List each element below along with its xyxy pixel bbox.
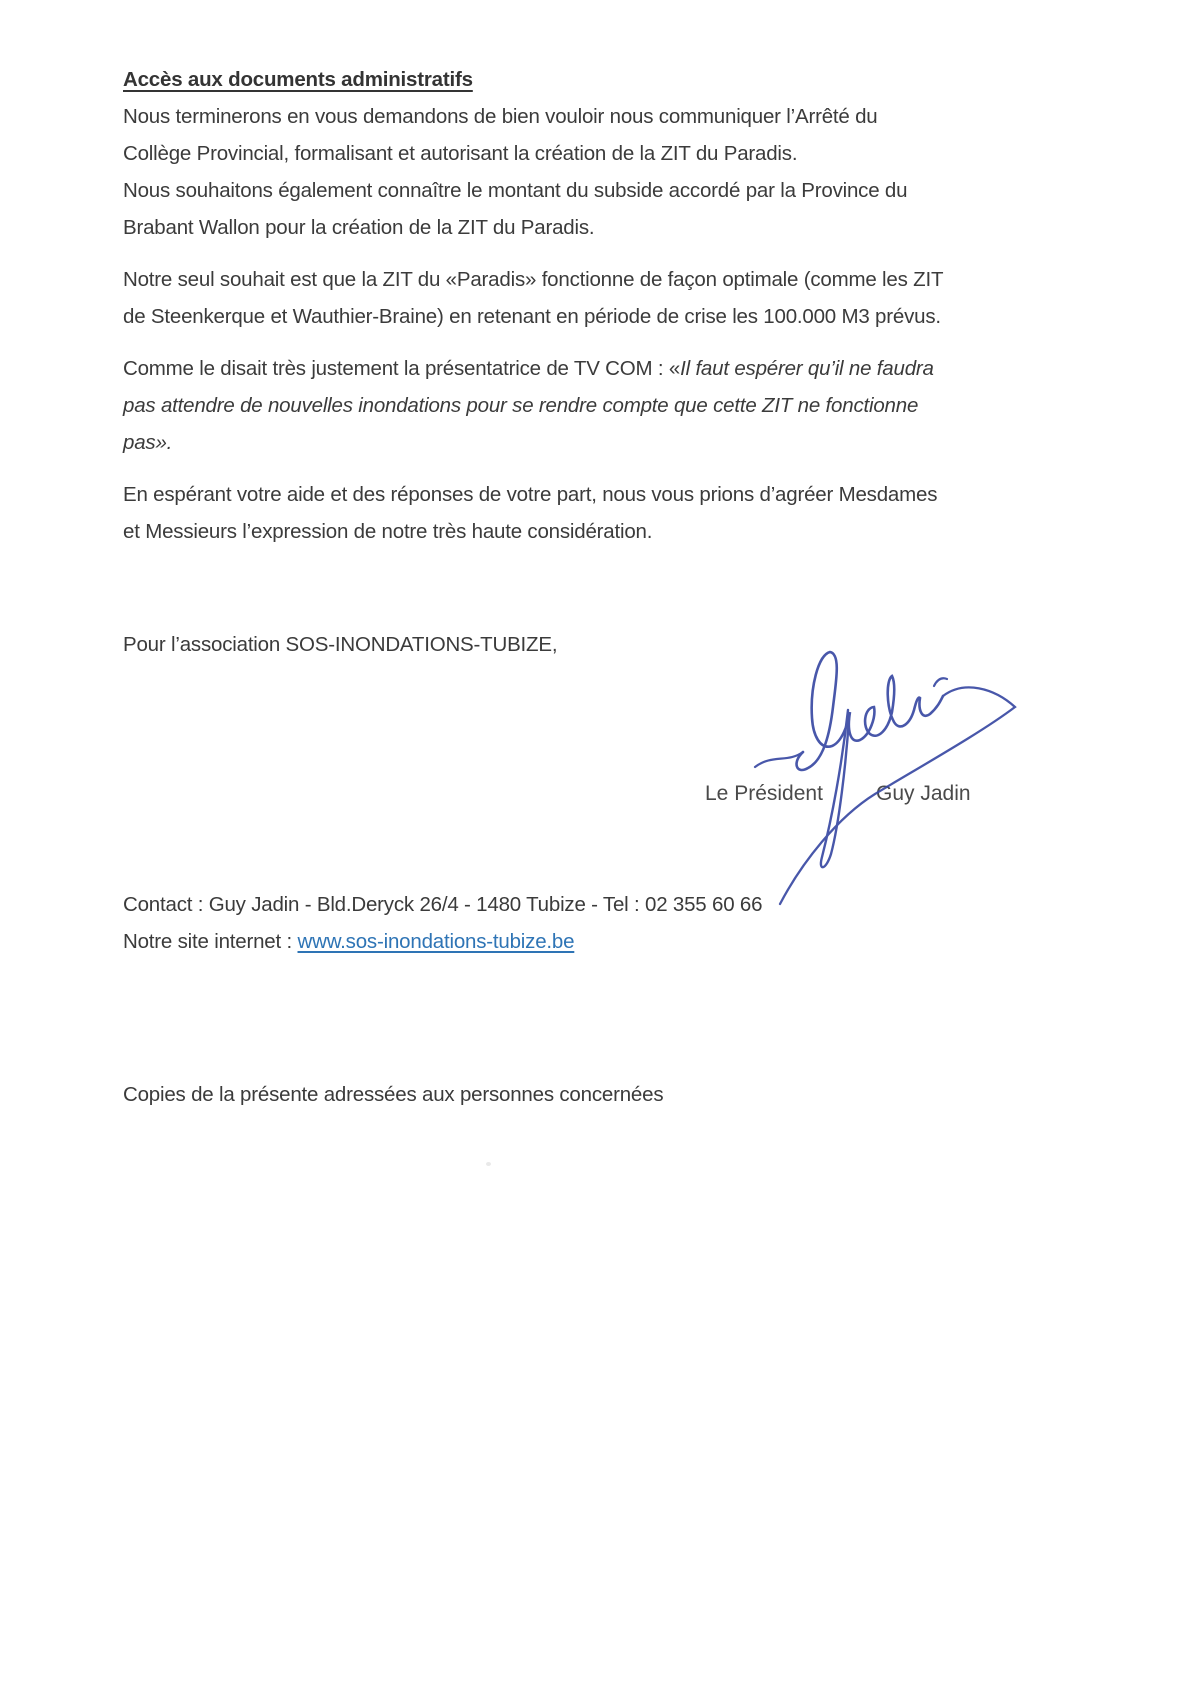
scan-speck (486, 1162, 491, 1166)
signatory-name: Guy Jadin (876, 782, 971, 805)
section-heading-block (123, 61, 473, 98)
paragraph-line: et Messieurs l’expression de notre très haute considération. (123, 520, 653, 543)
copies-note: Copies de la présente adressées aux personnes concernées (123, 1083, 664, 1106)
quote-lead-text: Comme le disait très justement la présentatrice de TV COM : « (123, 357, 681, 380)
paragraph-line: de Steenkerque et Wauthier-Braine) en retenant en période de crise les 100.000 M3 prévus. (123, 305, 941, 328)
paragraph-line: Nous souhaitons également connaître le montant du subside accordé par la Province du (123, 179, 908, 202)
contact-block (123, 886, 762, 960)
paragraph-quote-tvcom (123, 350, 934, 461)
contact-line: Contact : Guy Jadin - Bld.Deryck 26/4 - 1480 Tubize - Tel : 02 355 60 66 (123, 893, 763, 916)
association-line-block (123, 626, 557, 663)
paragraph-salutation (123, 476, 937, 550)
paragraph-line: pas». (123, 431, 173, 454)
website-label: Notre site internet : (123, 930, 298, 953)
paragraph-line: Nous terminerons en vous demandons de bien vouloir nous communiquer l’Arrêté du (123, 105, 878, 128)
website-line (123, 923, 762, 960)
association-line: Pour l’association SOS-INONDATIONS-TUBIZE, (123, 633, 558, 656)
paragraph-line (123, 350, 934, 387)
paragraph-souhait (123, 261, 943, 335)
section-heading: Accès aux documents administratifs (123, 68, 473, 91)
handwritten-signature-icon (700, 612, 1020, 912)
paragraph-line: Brabant Wallon pour la création de la ZIT du Paradis. (123, 216, 595, 239)
website-link[interactable]: www.sos-inondations-tubize.be (297, 930, 575, 953)
paragraph-line: pas attendre de nouvelles inondations pour se rendre compte que cette ZIT ne fonctionne (123, 394, 919, 417)
paragraph-line: En espérant votre aide et des réponses de votre part, nous vous prions d’agréer Mesdames (123, 483, 938, 506)
copies-note-block (123, 1076, 663, 1113)
signatory-title: Le Président (705, 782, 823, 805)
quote-italic-text: Il faut espérer qu’il ne faudra (680, 357, 934, 380)
paragraph-access-documents (123, 98, 907, 246)
paragraph-line: Notre seul souhait est que la ZIT du «Paradis» fonctionne de façon optimale (comme les ZIT (123, 268, 944, 291)
paragraph-line: Collège Provincial, formalisant et autorisant la création de la ZIT du Paradis. (123, 142, 798, 165)
